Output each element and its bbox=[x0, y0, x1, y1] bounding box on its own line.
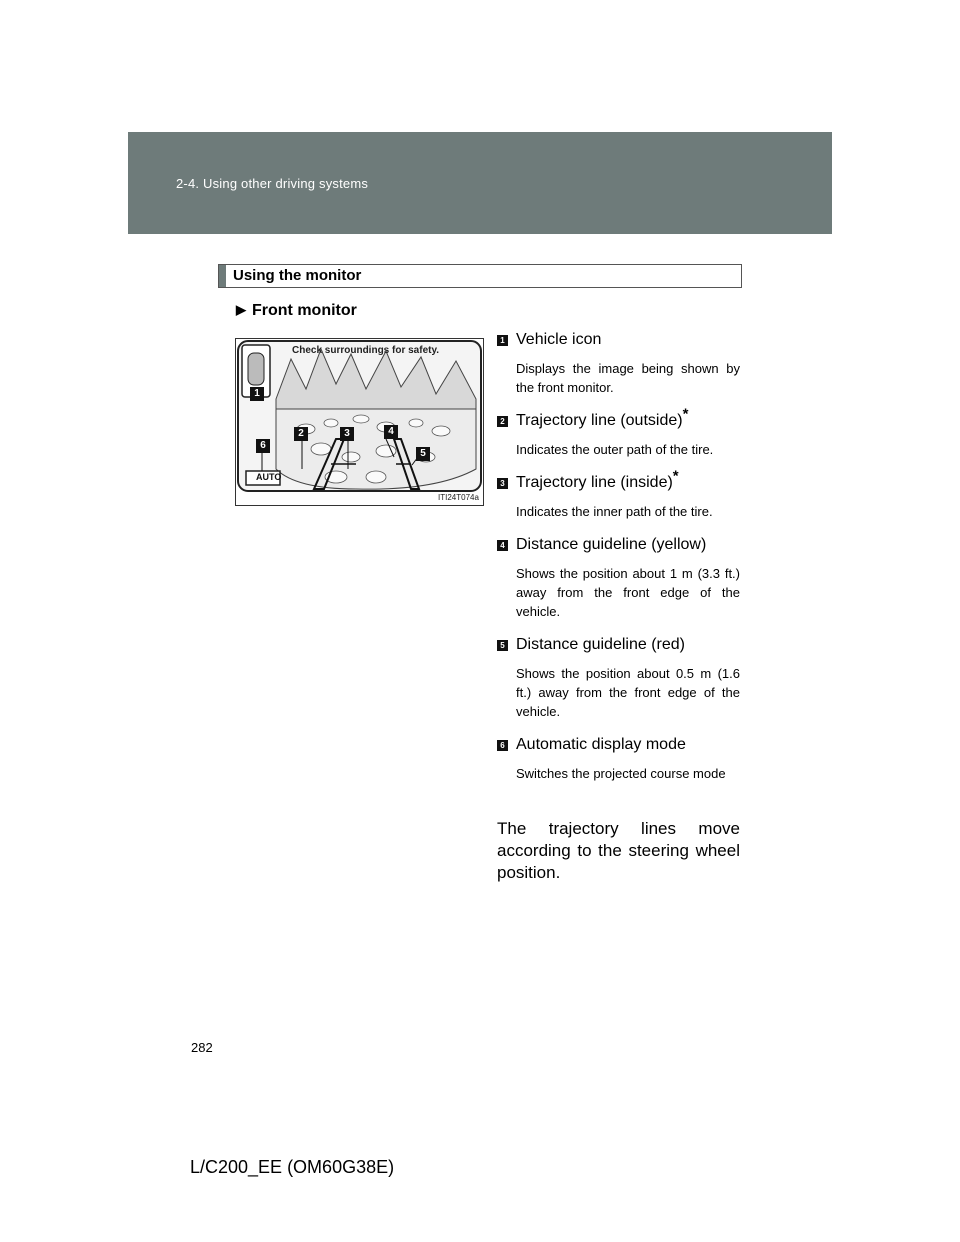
item-number: 5 bbox=[497, 640, 508, 651]
item-title: Vehicle icon bbox=[516, 331, 602, 348]
item-number: 1 bbox=[497, 335, 508, 346]
callout-4: 4 bbox=[384, 425, 398, 439]
legend-item bbox=[497, 635, 740, 721]
page-number: 282 bbox=[191, 1040, 213, 1055]
item-title: Automatic display mode bbox=[516, 736, 686, 753]
item-description: Indicates the outer path of the tire. bbox=[516, 442, 714, 457]
auto-mode-label: AUTO bbox=[256, 472, 282, 482]
closing-paragraph: The trajectory lines move according to the steering wheel position. bbox=[497, 819, 740, 882]
item-title: Trajectory line (inside)* bbox=[516, 467, 679, 491]
item-description: Switches the projected course mode bbox=[516, 766, 726, 781]
screen-warning-text: Check surroundings for safety. bbox=[292, 345, 440, 356]
subheading-text: Front monitor bbox=[252, 302, 357, 319]
item-number: 6 bbox=[497, 740, 508, 751]
section-breadcrumb: 2-4. Using other driving systems bbox=[176, 176, 369, 191]
legend-item bbox=[497, 735, 740, 783]
item-description: Shows the position about 0.5 m (1.6 ft.) away from the front edge of the vehicle. bbox=[516, 666, 740, 719]
item-title: Distance guideline (red) bbox=[516, 636, 685, 653]
callout-6: 6 bbox=[256, 439, 270, 453]
item-title: Trajectory line (outside)* bbox=[516, 405, 689, 429]
section-title-bar bbox=[219, 265, 226, 287]
item-title: Distance guideline (yellow) bbox=[516, 536, 707, 553]
item-description: Indicates the inner path of the tire. bbox=[516, 504, 713, 519]
legend-item bbox=[497, 535, 740, 621]
legend-item bbox=[497, 467, 740, 521]
legend-list bbox=[497, 330, 740, 797]
subheading bbox=[236, 302, 357, 320]
item-number: 3 bbox=[497, 478, 508, 489]
callout-3: 3 bbox=[340, 427, 354, 441]
triangle-bullet-icon: ▶ bbox=[236, 302, 246, 317]
section-title: Using the monitor bbox=[233, 267, 362, 284]
item-description: Displays the image being shown by the front monitor. bbox=[516, 361, 740, 395]
callout-1: 1 bbox=[250, 387, 264, 401]
legend-item bbox=[497, 330, 740, 397]
item-number: 2 bbox=[497, 416, 508, 427]
legend-item bbox=[497, 405, 740, 459]
item-description: Shows the position about 1 m (3.3 ft.) away from the front edge of the vehicle. bbox=[516, 566, 740, 619]
footer-code: L/C200_EE (OM60G38E) bbox=[190, 1157, 395, 1177]
section-title-box bbox=[218, 264, 742, 288]
figure-code: ITI24T074a bbox=[438, 493, 479, 502]
callout-5: 5 bbox=[416, 447, 430, 461]
front-monitor-illustration bbox=[235, 338, 484, 506]
item-number: 4 bbox=[497, 540, 508, 551]
callout-2: 2 bbox=[294, 427, 308, 441]
